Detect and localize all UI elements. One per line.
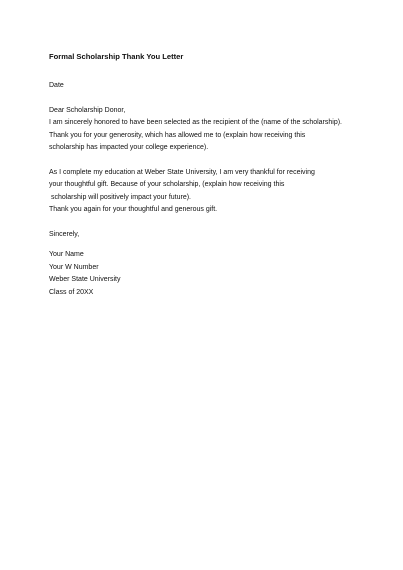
paragraph-line: As I complete my education at Weber State University, I am very thankful for receiving [49,168,315,176]
paragraph-line: scholarship has impacted your college experience). [49,144,209,151]
signature-university: Weber State University [49,276,121,283]
paragraph-line: scholarship will positively impact your future). [49,193,191,201]
paragraph-line: I am sincerely honored to have been selected as the recipient of the (name of the scholarship). [49,119,343,126]
paragraph-line: your thoughtful gift. Because of your scholarship, (explain how receiving this [49,181,285,188]
salutation: Dear Scholarship Donor, [49,106,126,114]
paragraph-2 [49,167,379,217]
signature-class: Class of 20XX [49,288,94,296]
signature-name: Your Name [49,251,84,258]
signature-w-number: Your W Number [49,263,99,271]
letter-body [49,52,379,299]
date-line: Date [49,82,64,89]
paragraph-line: Thank you again for your thoughtful and generous gift. [49,206,218,213]
signature-block [49,249,379,299]
paragraph-1 [49,117,379,155]
letter-title: Formal Scholarship Thank You Letter [49,52,184,61]
spacer [49,155,379,167]
paragraph-line: Thank you for your generosity, which has allowed me to (explain how receiving this [49,131,306,139]
closing: Sincerely, [49,230,80,238]
